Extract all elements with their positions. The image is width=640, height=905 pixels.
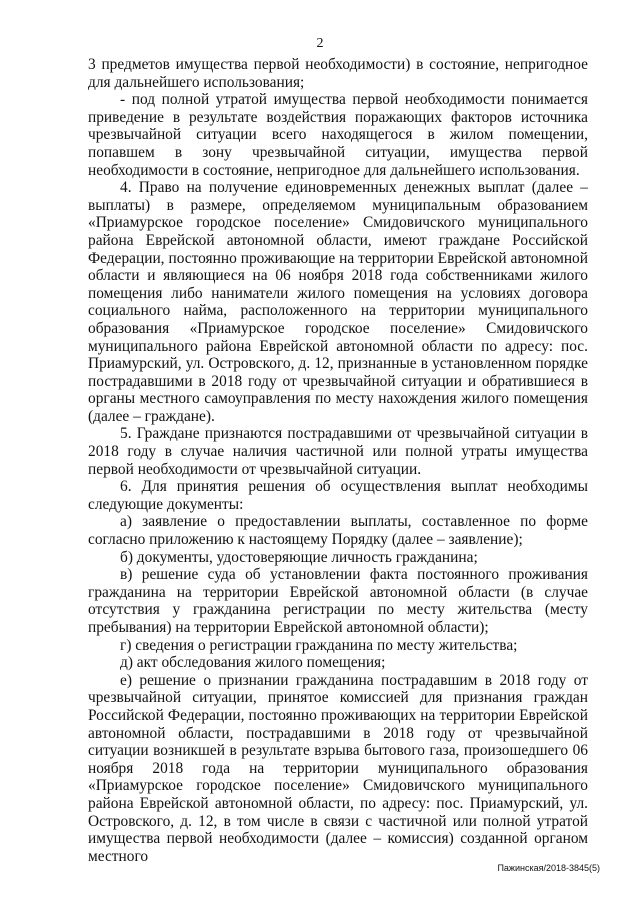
list-item-g: г) сведения о регистрации гражданина по месту жительства;: [120, 636, 518, 654]
document-reference-code: Пажинская/2018-3845(5): [497, 863, 600, 873]
paragraph-full-loss-definition: - под полной утратой имущества первой необходимости понимается приведение в результате воздействия поражающих факторов источника чрезвычайной ситуации всего находящегося в жилом помещении, попавшем в зону чрезвычайной ситуации, имущества первой необходимости в состояние, непригодное для дальнейшего использования.: [88, 91, 588, 179]
paragraph-item-5: 5. Граждане признаются пострадавшими от чрезвычайной ситуации в 2018 году в случае наличия частичной или полной утраты имущества первой необходимости от чрезвычайной ситуации.: [88, 425, 588, 478]
list-item-d: д) акт обследования жилого помещения;: [120, 654, 386, 672]
list-item-b: б) документы, удостоверяющие личность гражданина;: [120, 548, 478, 566]
paragraph-continuation: 3 предметов имущества первой необходимости) в состояние, непригодное для дальнейшего использования;: [88, 56, 588, 91]
paragraph-item-4: 4. Право на получение единовременных денежных выплат (далее – выплаты) в размере, определяемом муниципальным образованием «Приамурское городское поселение» Смидовичского муниципального района Еврейской автономной области, имеют граждане Российской Федерации, постоянно проживающие на территории Еврейской автономной области и являющиеся на 06 ноября 2018 года собственниками жилого помещения либо наниматели жилого помещения на условиях договора социального найма, расположенного на территории муниципального образования «Приамурское городское поселение» Смидовичского муниципального района Еврейской автономной области по адресу: пос. Приамурский, ул. Островского, д. 12, признанные в установленном порядке пострадавшими в 2018 году от чрезвычайной ситуации и обратившиеся в органы местного самоуправления по месту нахождения жилого помещения (далее – граждане).: [88, 179, 588, 425]
list-item-v: в) решение суда об установлении факта постоянного проживания гражданина на территории Еврейской автономной области (в случае отсутствия у гражданина регистрации по месту жительства (месту пребывания) на территории Еврейской автономной области);: [88, 566, 588, 636]
paragraph-item-6: 6. Для принятия решения об осуществления выплат необходимы следующие документы:: [88, 478, 588, 513]
page-number: 2: [316, 36, 324, 51]
document-body: [88, 56, 588, 865]
list-item-a: а) заявление о предоставлении выплаты, составленное по форме согласно приложению к настоящему Порядку (далее – заявление);: [88, 513, 588, 549]
list-item-e: е) решение о признании гражданина пострадавшим в 2018 году от чрезвычайной ситуации, принятое комиссией для признания граждан Российской Федерации, постоянно проживающих на территории Еврейской автономной области, пострадавшими в 2018 году от чрезвычайной ситуации возникшей в результате взрыва бытового газа, произошедшего 06 ноября 2018 года на территории муниципального образования «Приамурское городское поселение» Смидовичского муниципального района Еврейской автономной области, по адресу: пос. Приамурский, ул. Островского, д. 12, в том числе в связи с частичной или полной утратой имущества первой необходимости (далее – комиссия) созданной органом местного: [88, 671, 588, 865]
